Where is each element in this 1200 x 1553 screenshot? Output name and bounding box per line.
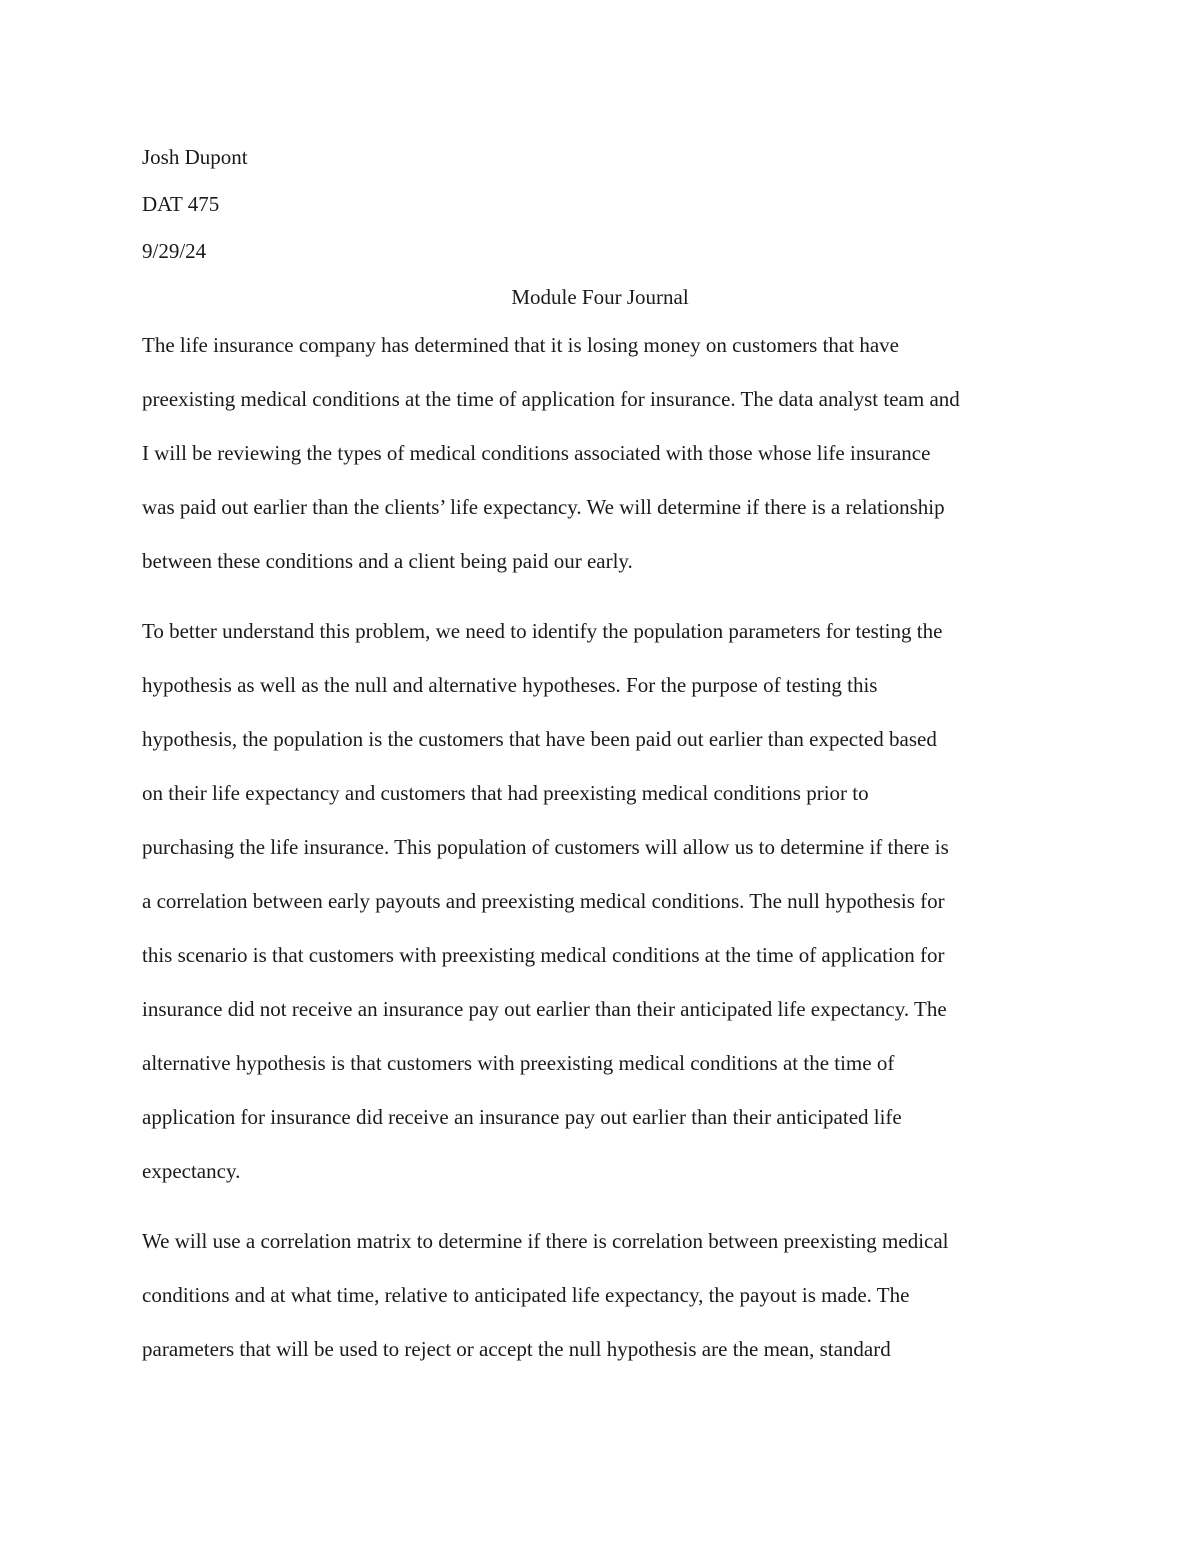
paragraph-line: I will be reviewing the types of medical conditions associated with those whose life insurance — [142, 441, 931, 465]
author-name: Josh Dupont — [142, 145, 248, 169]
paragraph-line: hypothesis, the population is the customers that have been paid out earlier than expected based — [142, 727, 937, 751]
paragraph-line: insurance did not receive an insurance pay out earlier than their anticipated life expectancy. The — [142, 997, 947, 1021]
paragraph-line: We will use a correlation matrix to determine if there is correlation between preexisting medical — [142, 1229, 949, 1253]
paragraph-line: purchasing the life insurance. This population of customers will allow us to determine if there is — [142, 835, 949, 859]
paragraph-line: a correlation between early payouts and preexisting medical conditions. The null hypothesis for — [142, 889, 945, 913]
paragraph-line: hypothesis as well as the null and alternative hypotheses. For the purpose of testing this — [142, 673, 878, 697]
paragraph-line: The life insurance company has determined that it is losing money on customers that have — [142, 333, 899, 357]
paragraph-line: preexisting medical conditions at the time of application for insurance. The data analyst team and — [142, 387, 960, 411]
paragraph-line: application for insurance did receive an insurance pay out earlier than their anticipated life — [142, 1105, 902, 1129]
paragraph-line: conditions and at what time, relative to anticipated life expectancy, the payout is made. The — [142, 1283, 910, 1307]
paragraph-line: on their life expectancy and customers that had preexisting medical conditions prior to — [142, 781, 869, 805]
paragraph-line: To better understand this problem, we need to identify the population parameters for testing the — [142, 619, 943, 643]
paragraph-line: alternative hypothesis is that customers with preexisting medical conditions at the time of — [142, 1051, 895, 1075]
course-code: DAT 475 — [142, 192, 220, 216]
paragraph-line: was paid out earlier than the clients’ life expectancy. We will determine if there is a relationship — [142, 495, 945, 519]
paragraph-line: parameters that will be used to reject or accept the null hypothesis are the mean, standard — [142, 1337, 891, 1361]
paragraph-line: expectancy. — [142, 1159, 241, 1183]
date: 9/29/24 — [142, 239, 207, 263]
document-title: Module Four Journal — [511, 285, 689, 309]
paragraph-line: between these conditions and a client being paid our early. — [142, 549, 633, 573]
paragraph-line: this scenario is that customers with preexisting medical conditions at the time of application for — [142, 943, 945, 967]
